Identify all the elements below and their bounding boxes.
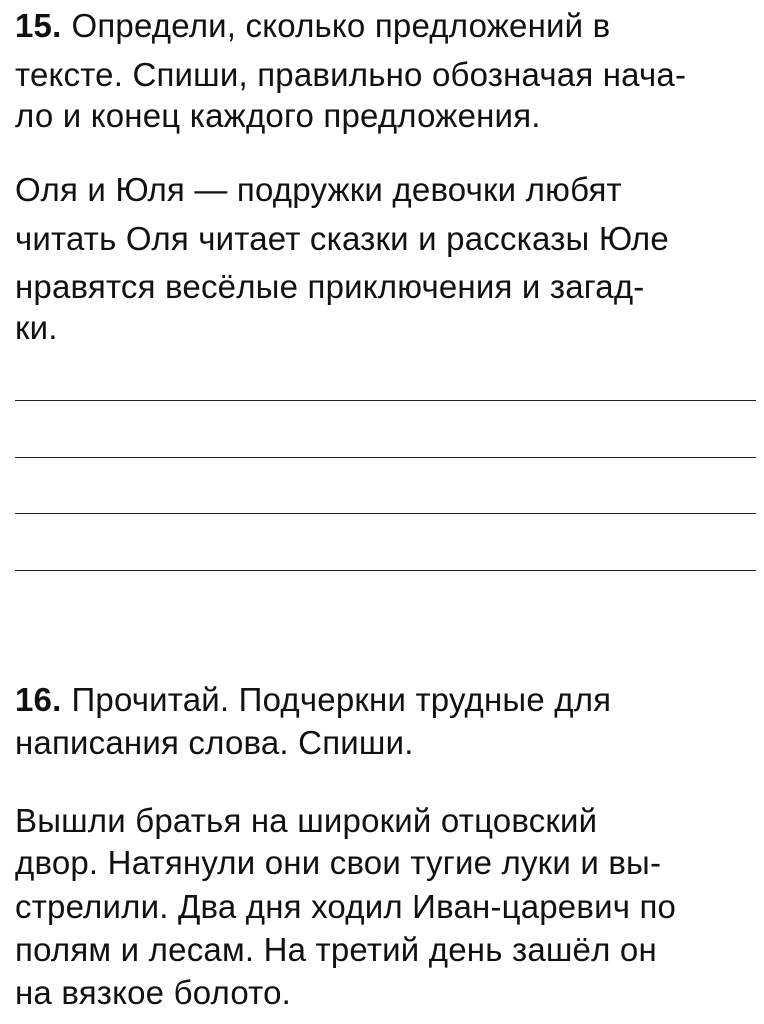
task-16-text-line-4: полям и лесам. На третий день зашёл он (15, 931, 657, 968)
task-16-instruction-line-2: написания слова. Спиши. (15, 724, 414, 761)
answer-line[interactable] (15, 513, 756, 514)
task-15-number: 15. (15, 7, 62, 44)
task-15-text-line-4: ки. (15, 309, 58, 346)
task-16-instruction-line-1: 16. Прочитай. Подчеркни трудные для (15, 681, 612, 718)
task-15-instruction-line-2: тексте. Спиши, правильно обозначая нача- (15, 56, 687, 93)
task-16-text-line-2: двор. Натянули они свои тугие луки и вы- (15, 844, 662, 881)
task-15-text-line-3: нравятся весёлые приключения и загад- (15, 268, 645, 305)
task-16-text-line-1: Вышли братья на широкий отцовский (15, 802, 598, 839)
answer-line[interactable] (15, 457, 756, 458)
task-15-instruction-line-1: 15. Определи, сколько предложений в (15, 7, 611, 44)
task-16-text-line-5: на вязкое болото. (15, 974, 292, 1011)
task-15-text-line-1: Оля и Юля — подружки девочки любят (15, 171, 622, 208)
task-15-instruction-line-3: ло и конец каждого предложения. (15, 97, 541, 134)
task-16-text-line-3: стрелили. Два дня ходил Иван-царевич по (15, 888, 677, 925)
task-16-number: 16. (15, 681, 62, 718)
answer-line[interactable] (15, 570, 756, 571)
answer-line[interactable] (15, 400, 756, 401)
task-15-text-line-2: читать Оля читает сказки и рассказы Юле (15, 220, 669, 257)
